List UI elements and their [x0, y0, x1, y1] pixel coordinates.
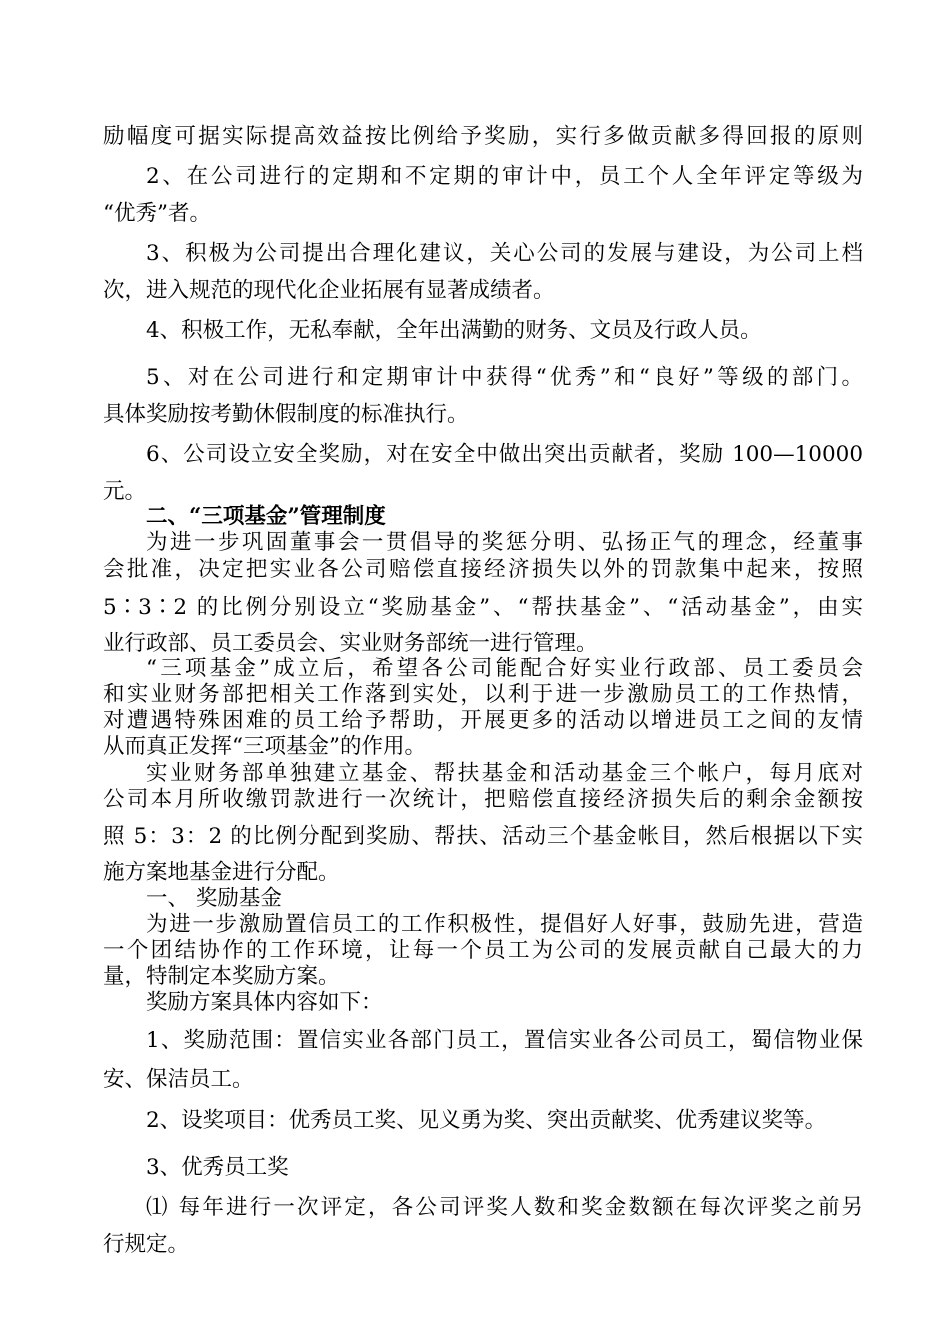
text-line: ⑴ 每年进行一次评定，各公司评奖人数和奖金数额在每次评奖之前另 [146, 1195, 863, 1220]
text-line: 公司本月所收缴罚款进行一次统计，把赔偿直接经济损失后的剩余金额按 [103, 787, 863, 812]
text-line: 次，进入规范的现代化企业拓展有显著成绩者。 [103, 278, 555, 303]
text-line: 实业财务部单独建立基金、帮扶基金和活动基金三个帐户，每月底对 [146, 761, 863, 786]
text-line: 奖励方案具体内容如下： [146, 990, 383, 1015]
text-line: 3、积极为公司提出合理化建议，关心公司的发展与建设，为公司上档 [146, 241, 863, 266]
text-line: 施方案地基金进行分配。 [103, 860, 340, 885]
text-line: 从而真正发挥“三项基金”的作用。 [103, 734, 426, 759]
text-line: 励幅度可据实际提高效益按比例给予奖励，实行多做贡献多得回报的原则 [103, 124, 863, 149]
text-line: 行规定。 [103, 1232, 190, 1257]
text-line: 安、保洁员工。 [103, 1067, 254, 1092]
text-line: 6、公司设立安全奖励，对在安全中做出突出贡献者，奖励 100—10000 [146, 442, 863, 467]
text-line: 2、在公司进行的定期和不定期的审计中，员工个人全年评定等级为 [146, 164, 863, 189]
text-line: 1、奖励范围：置信实业各部门员工，置信实业各公司员工，蜀信物业保 [146, 1028, 863, 1053]
text-line: 一个团结协作的工作环境，让每一个员工为公司的发展贡献自己最大的力 [103, 938, 863, 963]
text-line: 5、对在公司进行和定期审计中获得“优秀”和“良好”等级的部门。 [146, 365, 863, 390]
text-line: 照 5：3：2 的比例分配到奖励、帮扶、活动三个基金帐目，然后根据以下实 [103, 824, 863, 849]
text-line: 和实业财务部把相关工作落到实处，以利于进一步激励员工的工作热情， [103, 682, 863, 707]
subsection-heading: 一、 奖励基金 [146, 886, 282, 911]
text-line: “三项基金”成立后，希望各公司能配合好实业行政部、员工委员会 [146, 656, 863, 681]
text-line: 会批准，决定把实业各公司赔偿直接经济损失以外的罚款集中起来，按照 [103, 557, 863, 582]
text-line: 量，特制定本奖励方案。 [103, 964, 340, 989]
text-line: 5∶3∶2 的比例分别设立“奖励基金”、“帮扶基金”、“活动基金”，由实 [103, 595, 863, 620]
text-line: 2、设奖项目：优秀员工奖、见义勇为奖、突出贡献奖、优秀建议奖等。 [146, 1108, 827, 1133]
text-line: “优秀”者。 [103, 201, 211, 226]
text-line: 4、积极工作，无私奉献，全年出满勤的财务、文员及行政人员。 [146, 318, 762, 343]
section-heading: 二、“三项基金”管理制度 [146, 504, 386, 529]
text-line: 为进一步巩固董事会一贯倡导的奖惩分明、弘扬正气的理念，经董事 [146, 530, 863, 555]
text-line: 元。 [103, 479, 147, 504]
text-line: 业行政部、员工委员会、实业财务部统一进行管理。 [103, 631, 598, 656]
text-line: 具体奖励按考勤休假制度的标准执行。 [103, 402, 469, 427]
text-line: 3、优秀员工奖 [146, 1155, 289, 1180]
text-line: 为进一步激励置信员工的工作积极性，提倡好人好事，鼓励先进，营造 [146, 912, 863, 937]
text-line: 对遭遇特殊困难的员工给予帮助，开展更多的活动以增进员工之间的友情 [103, 708, 863, 733]
